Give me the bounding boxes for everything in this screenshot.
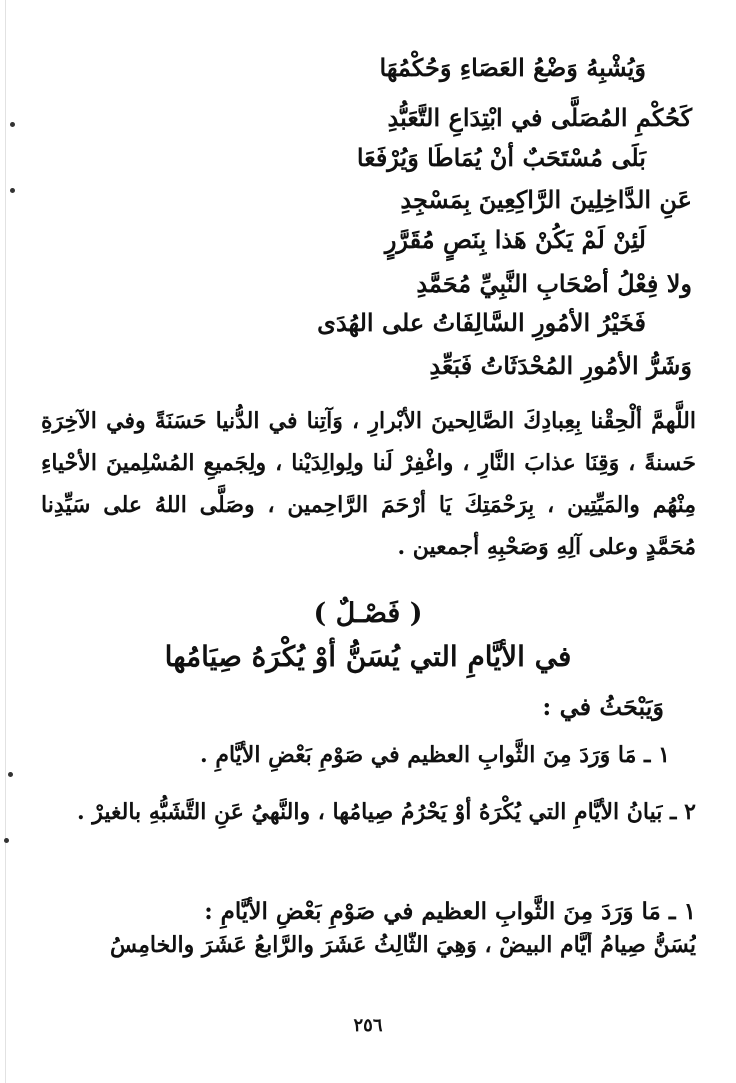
poem-verse: بَلَى مُسْتَحَبٌ أنْ يُمَاطَا وَيُرْفَعَا — [356, 143, 646, 172]
subsection-title: ١ ـ مَا وَرَدَ مِنَ الثَّوابِ العظيم في صَوْمِ بَعْضِ الأيَّامِ : — [204, 898, 696, 925]
scan-dot-mark — [10, 122, 15, 127]
dua-paragraph: اللَّهمَّ ألْحِقْنا بِعِبادِكَ الصَّالِحينَ الأبْرارِ ، وَآتِنا في الدُّنيا حَسَنَةً وفي الآخِرَةِ حَسنةً ، وَقِنَا عذابَ النَّارِ ، واغْفِرْ لَنا ولِوالِدَيْنا ، ولِجَميعِ المُسْلِمينَ الأحْياءِ مِنْهُم والمَيِّتِين ، بِرَحْمَتِكَ يَا أرْحَمَ الرَّاحِمين ، وصَلَّى اللهُ على سَيِّدِنا مُحَمَّدٍ وعلى آلِهِ وَصَحْبِهِ أجمعين . — [41, 408, 696, 560]
section-title: في الأيَّامِ التي يُسَنُّ أوْ يُكْرَهُ صِيَامُها — [164, 640, 572, 673]
poem-verse: ولا فِعْلُ أصْحَابِ النَّبِيِّ مُحَمَّدِ — [416, 269, 692, 298]
poem-verse: لَئِنْ لَمْ يَكُنْ هَذا بِنَصٍ مُقَرَّرٍ — [384, 225, 646, 254]
poem-verse: عَنِ الدَّاخِلِينَ الرَّاكِعِينَ بِمَسْجِدِ — [400, 185, 692, 214]
scan-dot-mark — [10, 188, 15, 193]
poem-verse: كَحُكْمِ المُصَلَّى في ابْتِدَاعِ التَّعَبُّدِ — [387, 103, 692, 132]
scan-dot-mark — [8, 772, 13, 777]
poem-verse: وَيُشْبِهُ وَضْعُ العَصَاءِ وَحُكْمُهَا — [379, 53, 646, 82]
subsection-body: يُسَنُّ صِيامُ أيَّامِ البيضْ ، وَهِيَ الثَّالِثُ عَشَرَ والرَّابعُ عَشَرَ والخامِسُ — [110, 932, 696, 958]
poem-verse: فَخَيْرُ الأمُورِ السَّالِفَاتُ على الهُدَى — [317, 308, 646, 337]
poem-verse: وَشَرُّ الأمُورِ المُحْدَثَاتُ فَبَعِّدِ — [429, 351, 692, 380]
scan-dot-mark — [4, 838, 9, 843]
section-intro: وَيَبْحَثُ في : — [542, 692, 664, 721]
section-label: ( فَصْـلٌ ) — [313, 598, 423, 629]
scan-edge-line — [5, 0, 6, 1083]
topic-item: ١ ـ مَا وَرَدَ مِنَ الثَّوابِ العظيم في صَوْمِ بَعْضِ الأيَّامِ . — [200, 742, 670, 768]
topic-item: ٢ ـ بَيانُ الأيَّامِ التي يُكْرَهُ أوْ يَحْرُمُ صِيامُها ، والنَّهيُ عَنِ التَّشَبُّهِ بالغيرْ . — [76, 799, 696, 825]
page-number: ٢٥٦ — [353, 1015, 383, 1036]
